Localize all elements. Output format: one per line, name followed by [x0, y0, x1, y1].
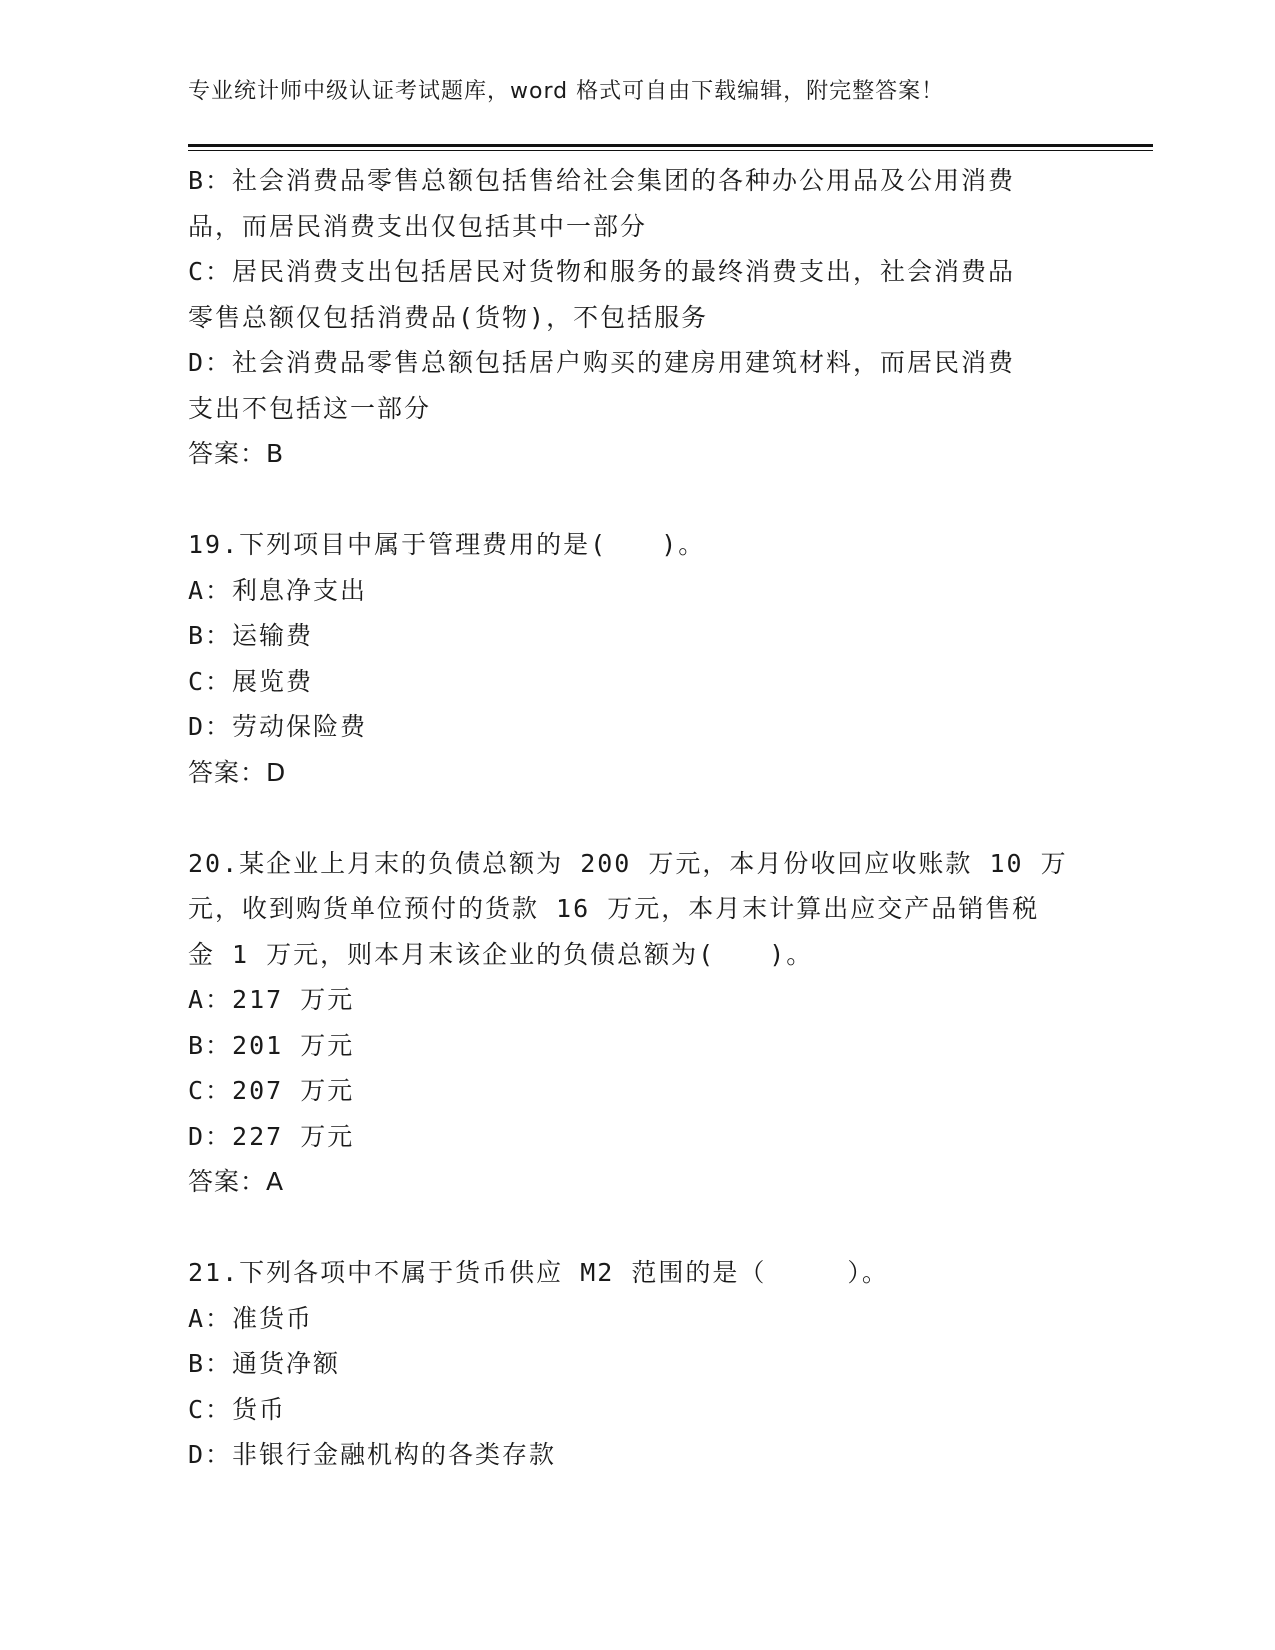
option-b-line-2: 品，而居民消费支出仅包括其中一部分 [188, 211, 648, 241]
document-body [188, 158, 1088, 1478]
page-header: 专业统计师中级认证考试题库，word 格式可自由下载编辑，附完整答案！ [188, 79, 945, 104]
question-stem-line-2: 元，收到购货单位预付的货款 16 万元，本月末计算出应交产品销售税 [188, 894, 1040, 923]
question-20 [188, 841, 1088, 1205]
option-b: B：201 万元 [188, 1030, 355, 1060]
answer-label: 答案：B [188, 439, 285, 468]
option-b: B：通货净额 [188, 1349, 341, 1378]
answer-label: 答案：D [188, 757, 287, 787]
option-c: C：展览费 [188, 666, 314, 696]
option-d-line-2: 支出不包括这一部分 [188, 393, 432, 423]
question-stem: 19.下列项目中属于管理费用的是( )。 [188, 530, 706, 559]
option-d-line-1: D：社会消费品零售总额包括居户购买的建房用建筑材料，而居民消费 [188, 348, 1016, 377]
option-b: B：运输费 [188, 621, 314, 650]
prev-question [188, 158, 1088, 477]
question-stem-line-3: 金 1 万元，则本月末该企业的负债总额为( )。 [188, 939, 814, 969]
question-stem: 21.下列各项中不属于货币供应 M2 范围的是（ ）。 [188, 1258, 889, 1287]
option-c-line-1: C：居民消费支出包括居民对货物和服务的最终消费支出，社会消费品 [188, 257, 1016, 286]
option-d: D：劳动保险费 [188, 712, 368, 741]
answer-label: 答案：A [188, 1167, 285, 1196]
question-19 [188, 522, 1088, 795]
option-d: D：227 万元 [188, 1121, 355, 1151]
option-b-line-1: B：社会消费品零售总额包括售给社会集团的各种办公用品及公用消费 [188, 166, 1016, 195]
header-rule-thin [188, 150, 1153, 151]
header-rule-thick [188, 144, 1153, 147]
question-21 [188, 1250, 1088, 1478]
option-d: D：非银行金融机构的各类存款 [188, 1440, 557, 1469]
option-a: A：利息净支出 [188, 575, 368, 605]
option-a: A：准货币 [188, 1303, 314, 1333]
option-c: C：207 万元 [188, 1076, 355, 1105]
option-a: A：217 万元 [188, 985, 355, 1014]
option-c: C：货币 [188, 1394, 287, 1424]
question-stem-line-1: 20.某企业上月末的负债总额为 200 万元，本月份收回应收账款 10 万 [188, 848, 1068, 878]
option-c-line-2: 零售总额仅包括消费品(货物)，不包括服务 [188, 302, 709, 332]
